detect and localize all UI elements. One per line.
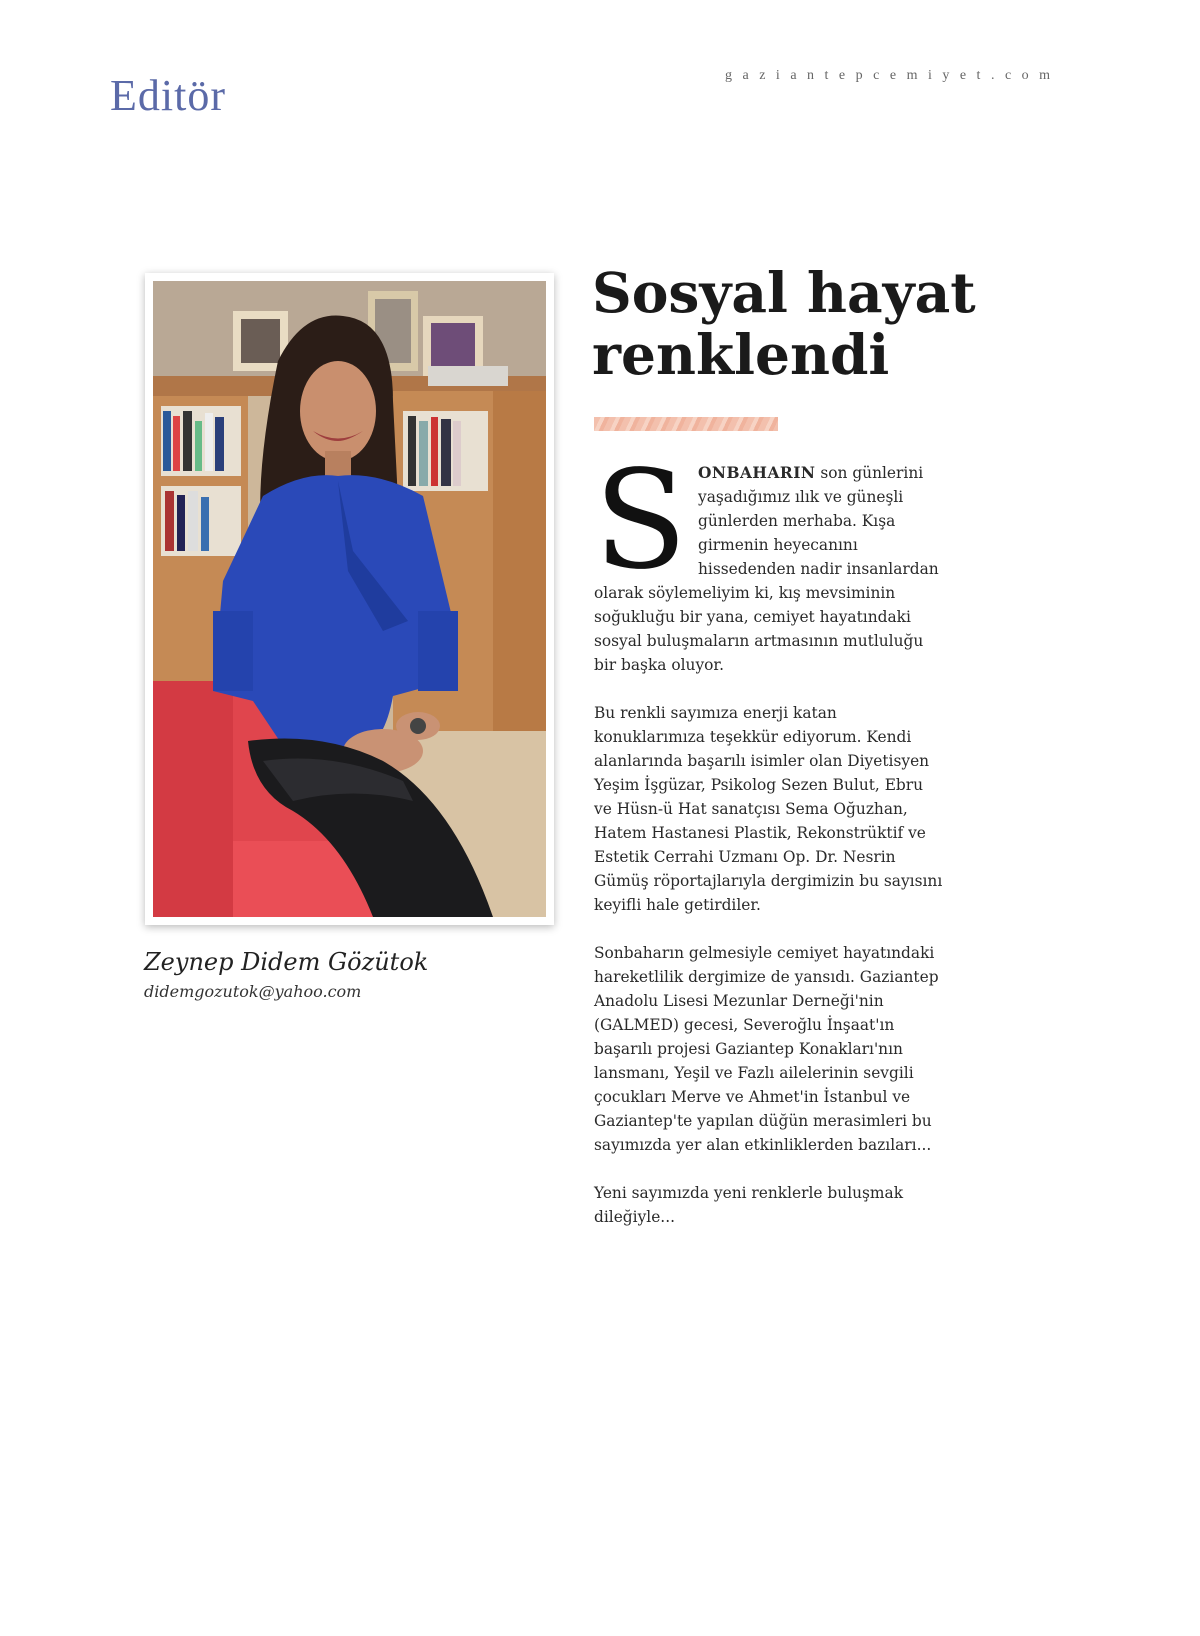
headline-line-2: renklendi [592, 322, 890, 387]
headline-line-1: Sosyal hayat [592, 260, 976, 325]
author-name: Zeynep Didem Gözütok [144, 948, 429, 976]
editor-photo-frame [145, 273, 554, 925]
editor-portrait-photo [153, 281, 546, 917]
article-paragraph-4: Yeni sayımızda yeni renklerle buluşmak dileğiyle... [594, 1184, 904, 1226]
article-paragraph-1 [594, 442, 944, 677]
headline-accent-rule [594, 417, 778, 431]
site-url: gaziantepcemiyet.com [725, 68, 1061, 83]
article-body [594, 442, 944, 1253]
section-label: Editör [110, 71, 226, 120]
article-paragraph-2: Bu renkli sayımıza enerji katan konuklarımıza teşekkür ediyorum. Kendi alanlarında başarılı isimler olan Diyetisyen Yeşim İşgüzar, Psikolog Sezen Bulut, Ebru ve Hüsn-ü Hat sanatçısı Sema Oğuzhan, Hatem Hastanesi Plastik, Rekonstrüktif ve Estetik Cerrahi Uzmanı Op. Dr. Nesrin Gümüş röportajlarıyla dergimizin bu sayısını keyifli hale getirdiler. [594, 704, 943, 914]
paragraph-1-text: son günlerini yaşadığımız ılık ve güneşli günlerden merhaba. Kışa girmenin heyecanını hissedenden nadir insanlardan olarak söylemeliyim ki, kış mevsiminin soğukluğu bir yana, cemiyet hayatındaki sosyal buluşmaların artmasının mutluluğu bir başka oluyor. [594, 464, 939, 674]
article-headline [592, 262, 992, 386]
article-paragraph-3: Sonbaharın gelmesiyle cemiyet hayatındaki hareketlilik dergimize de yansıdı. Gaziantep Anadolu Lisesi Mezunlar Derneği'nin (GALMED) gecesi, Severoğlu İnşaat'ın başarılı projesi Gaziantep Konakları'nın lansmanı, Yeşil ve Fazlı ailelerinin sevgili çocukları Merve ve Ahmet'in İstanbul ve Gaziantep'te yapılan düğün merasimleri bu sayımızda yer alan etkinliklerden bazıları... [594, 944, 939, 1154]
author-email: didemgozutok@yahoo.com [144, 982, 362, 1001]
lead-word: ONBAHARIN [698, 464, 816, 482]
drop-cap: S [594, 442, 688, 600]
